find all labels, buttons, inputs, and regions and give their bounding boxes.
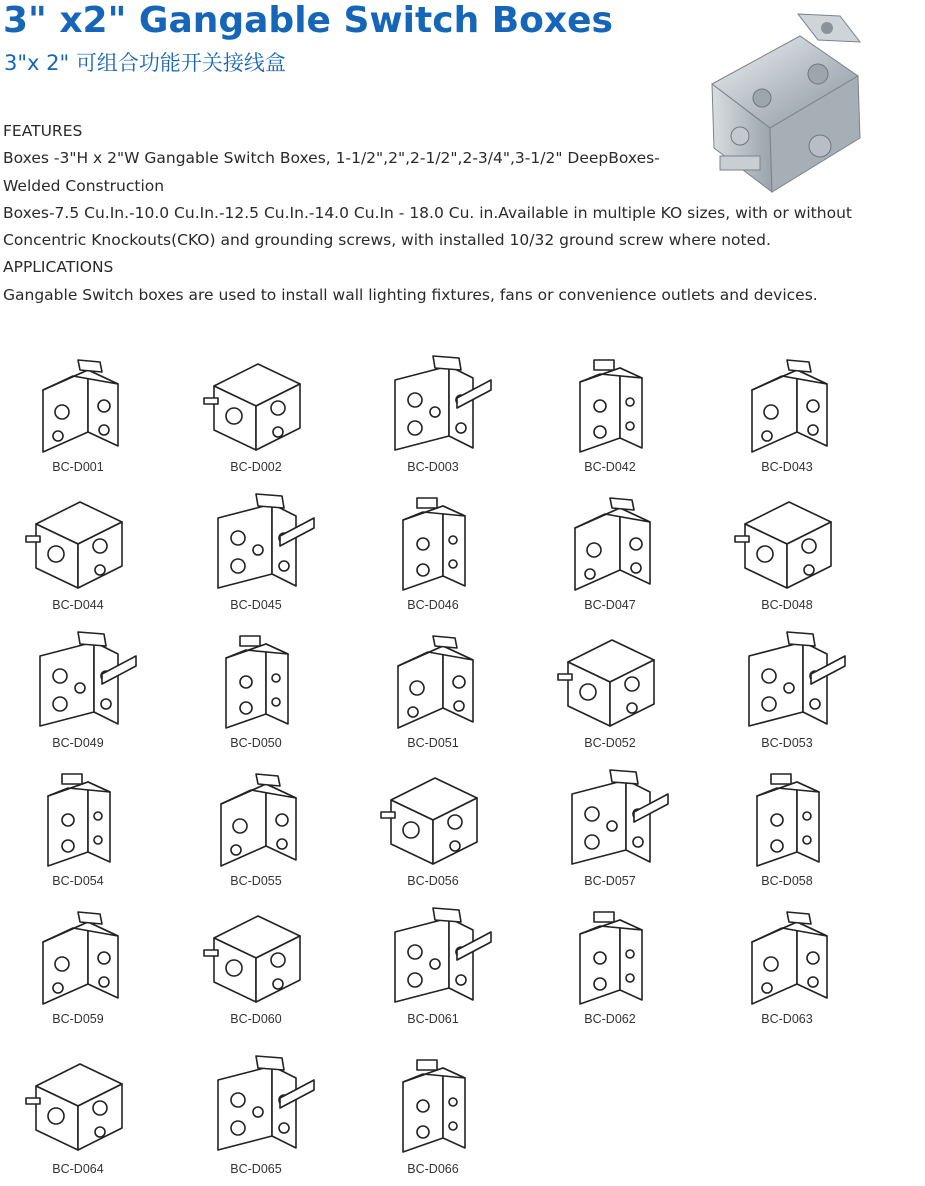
switch-box-drawing xyxy=(196,350,316,458)
product-code: BC-D050 xyxy=(230,736,282,750)
switch-box-drawing xyxy=(196,1050,316,1158)
product-code: BC-D044 xyxy=(52,598,104,612)
product-code: BC-D047 xyxy=(584,598,636,612)
switch-box-drawing xyxy=(550,902,670,1010)
product-item xyxy=(717,902,857,1032)
switch-box-drawing xyxy=(727,902,847,1010)
product-code: BC-D002 xyxy=(230,460,282,474)
features-heading: FEATURES xyxy=(3,122,83,140)
product-code: BC-D001 xyxy=(52,460,104,474)
switch-box-drawing xyxy=(196,764,316,872)
product-code: BC-D056 xyxy=(407,874,459,888)
product-code: BC-D049 xyxy=(52,736,104,750)
switch-box-drawing xyxy=(727,350,847,458)
product-item xyxy=(8,350,148,480)
product-item xyxy=(8,1050,148,1180)
product-code: BC-D064 xyxy=(52,1162,104,1176)
product-item xyxy=(717,350,857,480)
switch-box-drawing xyxy=(727,764,847,872)
switch-box-drawing xyxy=(550,488,670,596)
switch-box-drawing xyxy=(18,350,138,458)
product-code: BC-D059 xyxy=(52,1012,104,1026)
product-code: BC-D003 xyxy=(407,460,459,474)
switch-box-drawing xyxy=(550,350,670,458)
switch-box-drawing xyxy=(196,488,316,596)
switch-box-drawing xyxy=(196,902,316,1010)
product-code: BC-D054 xyxy=(52,874,104,888)
product-item xyxy=(363,1050,503,1180)
applications-heading: APPLICATIONS xyxy=(3,258,114,277)
product-item xyxy=(186,902,326,1032)
product-code: BC-D061 xyxy=(407,1012,459,1026)
product-code: BC-D043 xyxy=(761,460,813,474)
switch-box-drawing xyxy=(18,488,138,596)
product-item xyxy=(186,488,326,618)
product-item xyxy=(8,902,148,1032)
product-item xyxy=(8,626,148,756)
switch-box-drawing xyxy=(196,626,316,734)
product-item xyxy=(540,626,680,756)
product-code: BC-D051 xyxy=(407,736,459,750)
product-item xyxy=(717,488,857,618)
switch-box-drawing xyxy=(373,764,493,872)
switch-box-drawing xyxy=(373,902,493,1010)
features-line: Welded Construction xyxy=(3,176,165,195)
page-subtitle: 3"x 2" 可组合功能开关接线盒 xyxy=(4,51,286,75)
switch-box-drawing xyxy=(18,902,138,1010)
product-code: BC-D052 xyxy=(584,736,636,750)
switch-box-drawing xyxy=(373,350,493,458)
product-item xyxy=(186,350,326,480)
switch-box-drawing xyxy=(18,764,138,872)
product-item xyxy=(186,626,326,756)
switch-box-drawing xyxy=(18,626,138,734)
product-item xyxy=(540,902,680,1032)
product-item xyxy=(186,1050,326,1180)
features-line: Boxes -3"H x 2"W Gangable Switch Boxes, 1-1/2",2",2-1/2",2-3/4",3-1/2" DeepBoxes- xyxy=(3,149,660,168)
product-code: BC-D066 xyxy=(407,1162,459,1176)
features-line: Boxes-7.5 Cu.In.-10.0 Cu.In.-12.5 Cu.In.-14.0 Cu.In - 18.0 Cu. in.Available in multiple KO sizes, with or without xyxy=(3,203,852,222)
product-code: BC-D042 xyxy=(584,460,636,474)
applications-line: Gangable Switch boxes are used to install wall lighting fixtures, fans or convenience outlets and devices. xyxy=(3,285,818,304)
product-code: BC-D055 xyxy=(230,874,282,888)
product-code: BC-D045 xyxy=(230,598,282,612)
product-code: BC-D057 xyxy=(584,874,636,888)
product-item xyxy=(363,350,503,480)
product-item xyxy=(363,488,503,618)
switch-box-drawing xyxy=(373,626,493,734)
product-code: BC-D048 xyxy=(761,598,813,612)
switch-box-drawing xyxy=(373,1050,493,1158)
switch-box-drawing xyxy=(550,626,670,734)
product-code: BC-D063 xyxy=(761,1012,813,1026)
product-code: BC-D058 xyxy=(761,874,813,888)
product-code: BC-D065 xyxy=(230,1162,282,1176)
product-item xyxy=(8,488,148,618)
switch-box-drawing xyxy=(727,488,847,596)
product-item xyxy=(186,764,326,894)
features-line: Concentric Knockouts(CKO) and grounding screws, with installed 10/32 ground screw where noted. xyxy=(3,231,771,250)
switch-box-drawing xyxy=(373,488,493,596)
page-title: 3" x2" Gangable Switch Boxes xyxy=(3,0,613,41)
product-item xyxy=(363,902,503,1032)
product-item xyxy=(540,350,680,480)
features-section xyxy=(3,118,883,309)
product-item xyxy=(540,764,680,894)
product-item xyxy=(363,626,503,756)
product-item xyxy=(717,626,857,756)
product-item xyxy=(540,488,680,618)
switch-box-drawing xyxy=(727,626,847,734)
switch-box-drawing xyxy=(18,1050,138,1158)
product-item xyxy=(717,764,857,894)
product-item xyxy=(363,764,503,894)
product-code: BC-D062 xyxy=(584,1012,636,1026)
product-code: BC-D060 xyxy=(230,1012,282,1026)
product-item xyxy=(8,764,148,894)
product-code: BC-D053 xyxy=(761,736,813,750)
switch-box-drawing xyxy=(550,764,670,872)
product-code: BC-D046 xyxy=(407,598,459,612)
